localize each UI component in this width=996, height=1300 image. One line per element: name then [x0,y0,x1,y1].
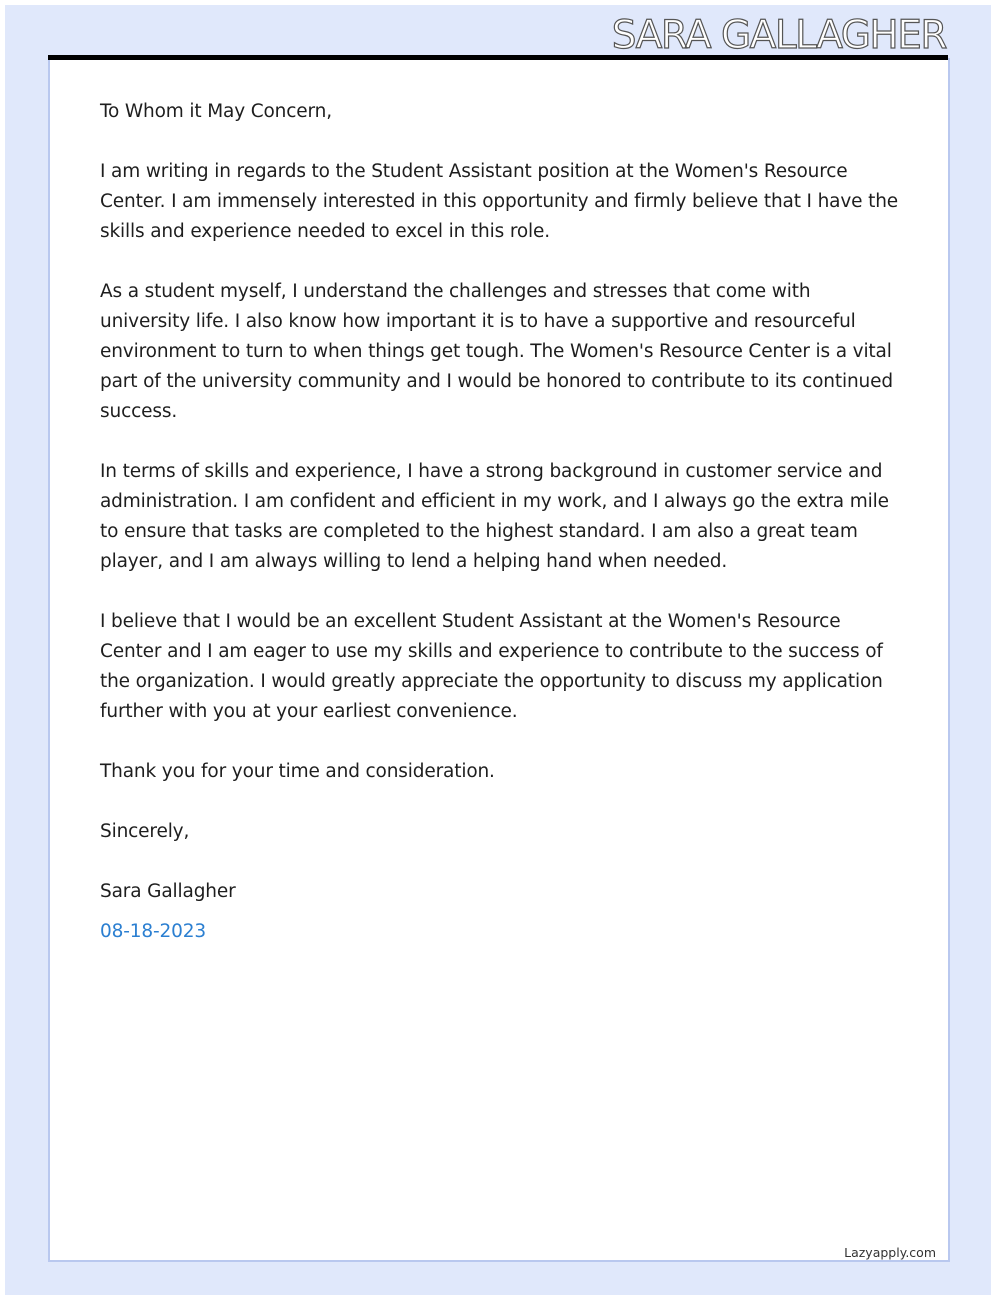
paragraph-2: As a student myself, I understand the challenges and stresses that come with university life. I also know how important it is to have a supportive and resourceful environment to turn to when things get tough. The Women's Resource Center is a vital part of the university community and I would be honored to contribute to its continued success. [100,281,893,422]
letter-date: 08-18-2023 [100,921,207,942]
closing: Sincerely, [100,821,190,842]
thanks-line: Thank you for your time and consideration. [100,761,495,782]
salutation: To Whom it May Concern, [100,101,332,122]
paragraph-3: In terms of skills and experience, I have a strong background in customer service and administration. I am confident and efficient in my work, and I always go the extra mile to ensure that tasks are completed to the highest standard. I am also a great team player, and I am always willing to lend a helping hand when needed. [100,461,889,572]
letter-body [100,97,900,947]
applicant-name: SARA GALLAGHER [611,13,946,58]
paragraph-1: I am writing in regards to the Student Assistant position at the Women's Resource Center. I am immensely interested in this opportunity and firmly believe that I have the skills and experience needed to excel in this role. [100,161,899,242]
signature: Sara Gallagher [100,881,236,902]
paragraph-4: I believe that I would be an excellent Student Assistant at the Women's Resource Center and I am eager to use my skills and experience to contribute to the success of the organization. I would greatly appreciate the opportunity to discuss my application further with you at your earliest convenience. [100,611,883,722]
footer-watermark: Lazyapply.com [844,1245,936,1260]
